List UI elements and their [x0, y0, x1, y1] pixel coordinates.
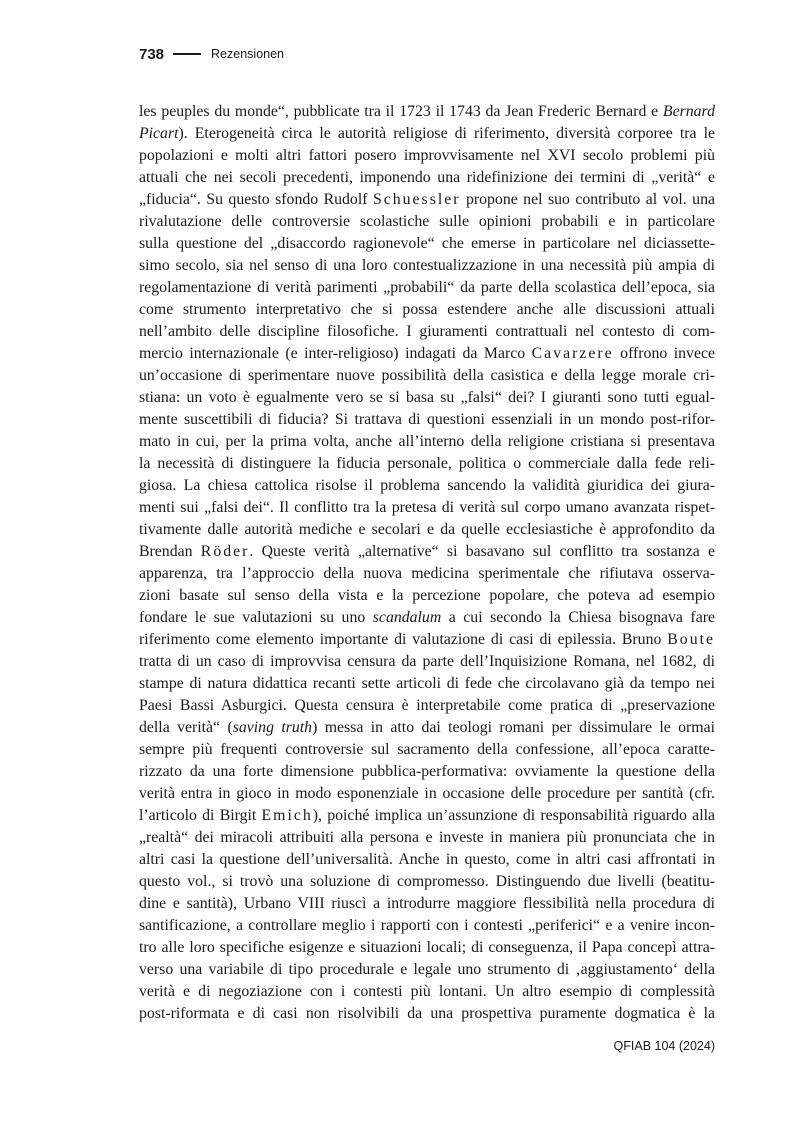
text-run: Paesi Bassi Asburgici. Questa censura è interpretabile come pratica di „preservazione — [139, 697, 715, 714]
text-run: tro alle loro specifiche esigenze e situazioni locali; di conseguenza, il Papa concepì attra- — [139, 939, 715, 956]
text-line — [139, 519, 715, 541]
text-line — [139, 783, 715, 805]
text-line — [139, 233, 715, 255]
text-line — [139, 981, 715, 1003]
text-run: simo secolo, sia nel senso di una loro contestualizzazione in una necessità più ampia di — [139, 257, 715, 274]
text-run: propone nel suo contributo al vol. una — [460, 191, 715, 208]
text-line — [139, 387, 715, 409]
text-line — [139, 629, 715, 651]
text-line — [139, 893, 715, 915]
text-line — [139, 189, 715, 211]
text-line — [139, 695, 715, 717]
text-line — [139, 739, 715, 761]
body-paragraph — [139, 101, 715, 1025]
text-run: fondare le sue valutazioni su uno — [139, 609, 373, 626]
text-run: zioni basate sul senso della vista e la percezione popolare, che poteva ad esempio — [139, 587, 715, 604]
author-name: Emich — [261, 807, 313, 824]
text-line — [139, 453, 715, 475]
text-run: mente suscettibili di fiducia? Si trattava di questioni essenziali in un mondo post-rifor- — [139, 411, 715, 428]
text-line — [139, 827, 715, 849]
text-line — [139, 805, 715, 827]
text-line — [139, 277, 715, 299]
text-run: tivamente dalle autorità mediche e secolari e da quelle ecclesiastiche è approfondito da — [139, 521, 715, 538]
text-line — [139, 541, 715, 563]
italic-text: scandalum — [372, 609, 442, 626]
text-line — [139, 563, 715, 585]
text-line — [139, 761, 715, 783]
text-run: mato in cui, per la prima volta, anche all’interno della religione cristiana si presentava — [139, 433, 715, 450]
text-run: popolazioni e molti altri fattori posero improvvisamente nel XVI secolo problemi più — [139, 147, 715, 164]
text-run: post-riformata e di casi non risolvibili da una prospettiva puramente dogmatica è la — [139, 1005, 715, 1022]
text-line — [139, 255, 715, 277]
journal-footer: QFIAB 104 (2024) — [613, 1039, 715, 1053]
text-run: menti sui „falsi dei“. Il conflitto tra la pretesa di verità sul corpo umano avanzata rispet- — [139, 499, 715, 516]
text-run: stiana: un voto è egualmente vero se si basa su „falsi“ dei? I giuranti sono tutti egual- — [139, 389, 715, 406]
running-header — [139, 44, 284, 64]
text-run: „realtà“ dei miracoli attribuiti alla persona e investe in maniera più pronunciata che in — [139, 829, 715, 846]
text-run: la necessità di distinguere la fiducia personale, politica o commerciale dalla fede reli- — [139, 455, 715, 472]
author-name: Cavarzere — [531, 345, 614, 362]
text-line — [139, 959, 715, 981]
page-number: 738 — [139, 45, 165, 63]
text-run: regolamentazione di verità parimenti „probabili“ da parte della scolastica dell’epoca, sia — [139, 279, 715, 296]
text-run: verità e di negoziazione con i contesti più lontani. Un altro esempio di complessità — [139, 983, 715, 1000]
text-run: . Queste verità „alternative“ si basavano sul conflitto tra sostanza e — [249, 543, 715, 560]
text-run: stampe di natura didattica recanti sette articoli di fede che circolavano già da tempo nei — [139, 675, 715, 692]
text-line — [139, 497, 715, 519]
text-line — [139, 651, 715, 673]
italic-text: Bernard — [662, 103, 715, 120]
italic-text: saving truth — [232, 719, 313, 736]
text-line — [139, 167, 715, 189]
text-run: Brendan — [139, 543, 201, 560]
text-run: les peuples du monde“, pubblicate tra il 1723 il 1743 da Jean Frederic Bernard e — [139, 103, 663, 120]
text-line — [139, 145, 715, 167]
text-run: sempre più frequenti controversie sul sacramento della confessione, all’epoca caratte- — [139, 741, 715, 758]
text-run: ) messa in atto dai teologi romani per dissimulare le ormai — [312, 719, 715, 736]
text-run: „fiducia“. Su questo sfondo Rudolf — [139, 191, 373, 208]
text-run: mercio internazionale (e inter-religioso) indagati da Marco — [139, 345, 532, 362]
author-name: Schuessler — [372, 191, 461, 208]
text-run: offrono invece — [613, 345, 715, 362]
text-line — [139, 915, 715, 937]
text-run: a cui secondo la Chiesa bisognava fare — [441, 609, 715, 626]
italic-text: Picart — [139, 125, 179, 142]
text-run: della verità“ ( — [139, 719, 233, 736]
text-run: ), poiché implica un’assunzione di responsabilità riguardo alla — [312, 807, 715, 824]
text-line — [139, 475, 715, 497]
text-run: l’articolo di Birgit — [139, 807, 262, 824]
text-run: verso una variabile di tipo procedurale e legale uno strumento di ‚aggiustamento‘ della — [139, 961, 715, 978]
text-line — [139, 211, 715, 233]
text-line — [139, 101, 715, 123]
text-line — [139, 673, 715, 695]
text-run: riferimento come elemento importante di valutazione di casi di epilessia. Bruno — [139, 631, 668, 648]
text-line — [139, 607, 715, 629]
text-run: ). Eterogeneità circa le autorità religiose di riferimento, diversità corporee tra le — [178, 125, 715, 142]
text-line — [139, 409, 715, 431]
author-name: Röder — [200, 543, 250, 560]
section-title: Rezensionen — [211, 47, 284, 61]
text-run: rizzato da una forte dimensione pubblica-performativa: ovviamente la questione della — [139, 763, 715, 780]
text-line — [139, 849, 715, 871]
author-name: Boute — [667, 631, 715, 648]
text-line — [139, 937, 715, 959]
text-run: giosa. La chiesa cattolica risolse il problema sancendo la validità giuridica dei giura- — [139, 477, 715, 494]
header-rule — [173, 53, 201, 55]
text-line — [139, 299, 715, 321]
text-run: tratta di un caso di improvvisa censura da parte dell’Inquisizione Romana, nel 1682, di — [139, 653, 715, 670]
text-line — [139, 431, 715, 453]
text-line — [139, 123, 715, 145]
text-line — [139, 1003, 715, 1025]
text-run: dine e santità), Urbano VIII riuscì a introdurre maggiore flessibilità nella procedura di — [139, 895, 715, 912]
text-run: attuali che nei secoli precedenti, imponendo una ridefinizione dei termini di „verità“ e — [139, 169, 715, 186]
text-line — [139, 365, 715, 387]
text-line — [139, 717, 715, 739]
text-run: rivalutazione delle controversie scolastiche sulle opinioni probabili e in particolare — [139, 213, 715, 230]
text-run: nell’ambito delle discipline filosofiche. I giuramenti contrattuali nel contesto di com- — [139, 323, 715, 340]
text-run: santificazione, a controllare meglio i rapporti con i contesti „periferici“ e a venire incon- — [139, 917, 715, 934]
text-run: verità entra in gioco in modo esponenziale in occasione delle procedure per santità (cfr. — [139, 785, 715, 802]
text-run: questo vol., si trovò una soluzione di compromesso. Distinguendo due livelli (beatitu- — [139, 873, 715, 890]
text-run: altri casi la questione dell’universalità. Anche in questo, come in altri casi affrontati in — [139, 851, 715, 868]
text-run: sulla questione del „disaccordo ragionevole“ che emerse in particolare nel diciassette- — [139, 235, 715, 252]
text-run: come strumento interpretativo che si possa estendere anche alle discussioni attuali — [139, 301, 715, 318]
text-run: apparenza, tra l’approccio della nuova medicina sperimentale che rifiutava osserva- — [139, 565, 715, 582]
text-line — [139, 585, 715, 607]
text-line — [139, 343, 715, 365]
text-line — [139, 871, 715, 893]
text-line — [139, 321, 715, 343]
text-run: un’occasione di sperimentare nuove possibilità della casistica e della legge morale cri- — [139, 367, 715, 384]
